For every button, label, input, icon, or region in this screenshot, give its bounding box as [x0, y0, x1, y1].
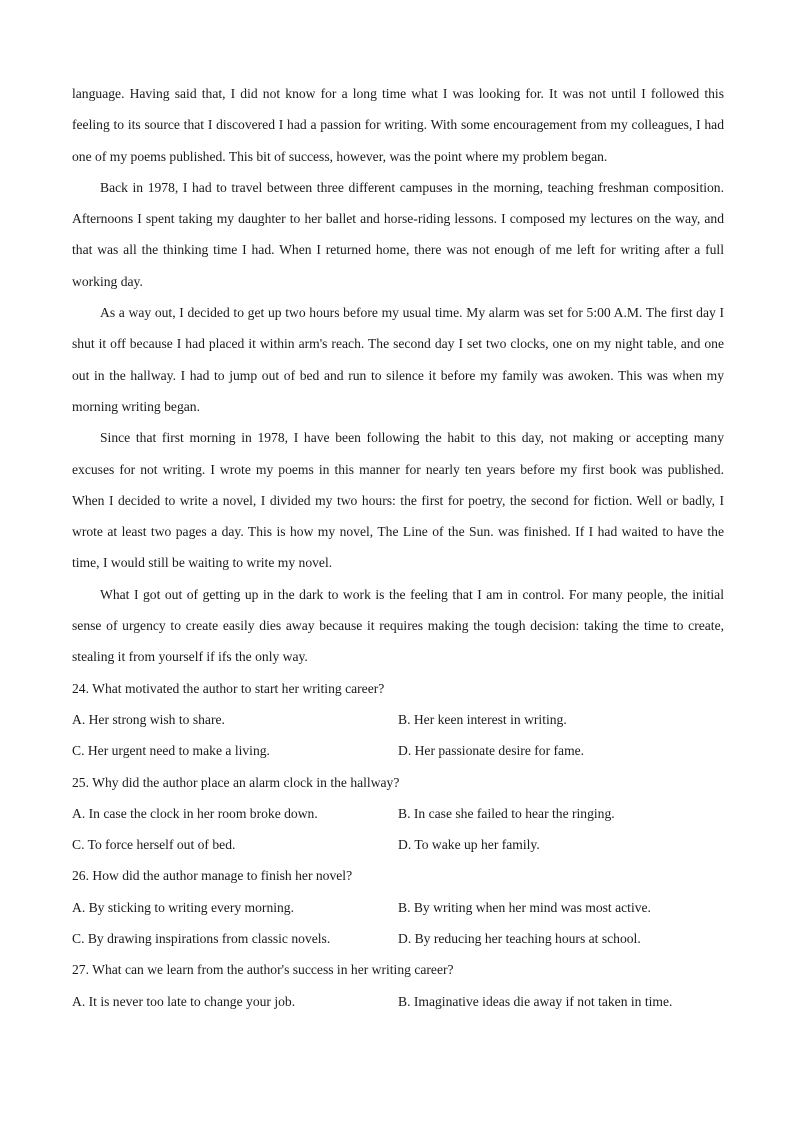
text-block: [72, 78, 724, 1017]
passage-paragraph-4: Since that first morning in 1978, I have been following the habit to this day, not making or accepting many excuses for not writing. I wrote my poems in this manner for nearly ten years before my first book was published. When I decided to write a novel, I divided my two hours: the first for poetry, the second for fiction. Well or badly, I wrote at least two pages a day. This is how my novel, The Line of the Sun. was finished. If I had waited to have the time, I would still be waiting to write my novel.: [72, 430, 724, 571]
options-row: [72, 829, 724, 860]
option-a: A. Her strong wish to share.: [72, 711, 225, 727]
options-row: [72, 735, 724, 766]
question-27: [72, 954, 724, 1017]
options-row: [72, 798, 724, 829]
question-26: [72, 860, 724, 954]
question-24: [72, 673, 724, 767]
question-stem: 26. How did the author manage to finish her novel?: [72, 868, 353, 884]
options-row: [72, 704, 724, 735]
option-c: C. Her urgent need to make a living.: [72, 743, 270, 759]
option-b: B. Imaginative ideas die away if not taken in time.: [398, 993, 673, 1009]
passage-paragraph-1: language. Having said that, I did not know for a long time what I was looking for. It was not until I followed this feeling to its source that I discovered I had a passion for writing. With some encouragement from my colleagues, I had one of my poems published. This bit of success, however, was the point where my problem began.: [72, 86, 724, 164]
options-row: [72, 923, 724, 954]
option-c: C. By drawing inspirations from classic novels.: [72, 931, 331, 947]
option-b: B. In case she failed to hear the ringing.: [398, 805, 615, 821]
option-d: D. By reducing her teaching hours at school.: [398, 931, 641, 947]
option-a: A. It is never too late to change your job.: [72, 993, 296, 1009]
passage-paragraph-3: As a way out, I decided to get up two hours before my usual time. My alarm was set for 5:00 A.M. The first day I shut it off because I had placed it within arm's reach. The second day I set two clocks, one on my night table, and one out in the hallway. I had to jump out of bed and run to silence it before my family was awoken. This was when my morning writing began.: [72, 305, 724, 414]
passage-paragraph-2: Back in 1978, I had to travel between three different campuses in the morning, teaching freshman composition. Afternoons I spent taking my daughter to her ballet and horse-riding lessons. I composed my lectures on the way, and that was all the thinking time I had. When I returned home, there was not enough of me left for writing after a full working day.: [72, 179, 724, 289]
options-row: [72, 892, 724, 923]
option-d: D. To wake up her family.: [398, 837, 540, 853]
option-a: A. In case the clock in her room broke down.: [72, 805, 318, 821]
question-stem: 24. What motivated the author to start her writing career?: [72, 680, 385, 696]
option-b: B. By writing when her mind was most active.: [398, 899, 651, 915]
option-c: C. To force herself out of bed.: [72, 837, 236, 853]
question-stem: 25. Why did the author place an alarm clock in the hallway?: [72, 774, 400, 790]
passage-paragraph-5: What I got out of getting up in the dark to work is the feeling that I am in control. For many people, the initial sense of urgency to create easily dies away because it requires making the tough decision: taking the time to create, stealing it from yourself if ifs the only way.: [72, 586, 724, 665]
options-row: [72, 986, 724, 1017]
option-b: B. Her keen interest in writing.: [398, 711, 567, 727]
question-25: [72, 767, 724, 861]
option-a: A. By sticking to writing every morning.: [72, 899, 295, 915]
option-d: D. Her passionate desire for fame.: [398, 743, 585, 759]
question-stem: 27. What can we learn from the author's success in her writing career?: [72, 962, 454, 978]
